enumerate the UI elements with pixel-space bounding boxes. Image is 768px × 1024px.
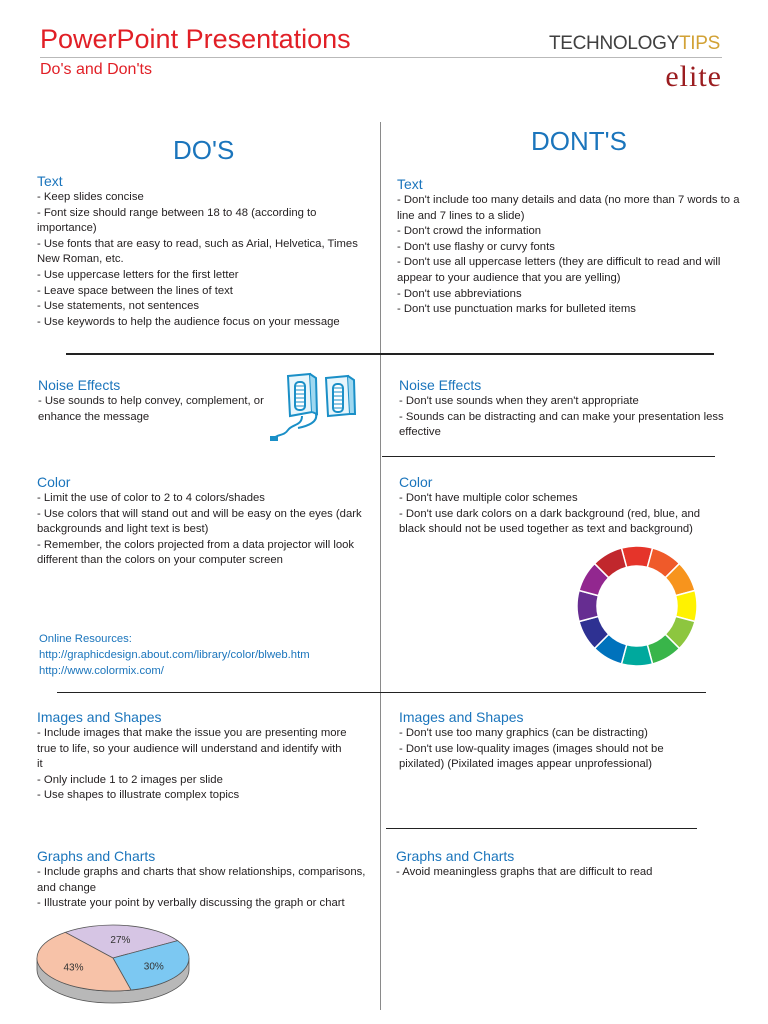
dos-images-heading: Images and Shapes — [37, 709, 162, 725]
list-item: - Don't use low-quality images (images should not be pixilated) (Pixilated images appear unprofessional) — [399, 742, 664, 771]
list-item: - Don't use flashy or curvy fonts — [397, 240, 555, 253]
section-divider-4 — [386, 828, 697, 829]
list-item: - Use fonts that are easy to read, such as Arial, Helvetica, Times New Roman, etc. — [37, 237, 358, 266]
color-wheel-icon — [574, 543, 700, 669]
donts-color-list — [399, 491, 719, 538]
list-item: - Font size should range between 18 to 48 (according to importance) — [37, 206, 317, 235]
donts-text-heading: Text — [397, 176, 423, 192]
page-subtitle: Do's and Don'ts — [40, 61, 152, 78]
section-divider-2 — [382, 456, 715, 457]
donts-images-list — [399, 726, 699, 773]
list-item: - Don't use abbreviations — [397, 287, 522, 300]
elite-logo: elite — [665, 60, 722, 93]
donts-noise-heading: Noise Effects — [399, 377, 482, 393]
list-item: - Don't use too many graphics (can be distracting) — [399, 727, 648, 739]
dos-graphs-list — [37, 865, 379, 912]
section-divider-1 — [66, 353, 714, 355]
list-item: - Use statements, not sentences — [37, 300, 200, 313]
dos-color-list — [37, 491, 373, 569]
speaker-left — [288, 374, 317, 416]
dos-text-heading: Text — [37, 173, 63, 189]
list-item: - Don't have multiple color schemes — [399, 492, 578, 504]
donts-title: DONT'S — [531, 126, 627, 156]
pie-slice-label: 27% — [110, 935, 131, 947]
donts-text-list — [397, 193, 742, 318]
list-item: - Include images that make the issue you are presenting more true to life, so your audience will understand and identify with it — [37, 727, 347, 771]
brand-name — [549, 33, 720, 55]
donts-images-heading: Images and Shapes — [399, 709, 524, 725]
dos-color-heading: Color — [37, 474, 71, 490]
list-item: - Use colors that will stand out and will be easy on the eyes (dark backgrounds and light text is best) — [37, 507, 362, 536]
page-title: PowerPoint Presentations — [40, 24, 351, 54]
resource-link-1[interactable]: http://graphicdesign.about.com/library/color/blweb.htm — [39, 649, 310, 661]
brand-part-tips: TIPS — [678, 33, 720, 54]
donts-graphs-heading: Graphs and Charts — [396, 848, 515, 864]
list-item: - Illustrate your point by verbally discussing the graph or chart — [37, 897, 345, 910]
list-item: - Keep slides concise — [37, 191, 144, 203]
donts-color-heading: Color — [399, 474, 433, 490]
dos-noise-heading: Noise Effects — [38, 377, 121, 393]
list-item: - Only include 1 to 2 images per slide — [37, 773, 223, 786]
header-rule — [40, 57, 722, 58]
list-item: - Don't use dark colors on a dark background (red, blue, and black should not be used together as text and background) — [399, 507, 701, 536]
list-item: - Use uppercase letters for the first letter — [37, 268, 239, 281]
list-item: - Don't include too many details and data (no more than 7 words to a line and 7 lines to a slide) — [397, 194, 740, 222]
list-item: - Don't use sounds when they aren't appropriate — [399, 395, 639, 407]
dos-title: DO'S — [173, 135, 235, 165]
speakers-icon — [268, 372, 364, 444]
list-item: - Sounds can be distracting and can make your presentation less effective — [399, 410, 724, 439]
list-item: - Include graphs and charts that show relationships, comparisons, and change — [37, 866, 366, 894]
donts-noise-list — [399, 394, 729, 441]
pie-chart-icon — [34, 920, 196, 1008]
speaker-right — [326, 376, 355, 416]
pie-slice-label: 30% — [143, 961, 164, 973]
dos-text-list — [37, 190, 373, 330]
resource-link-2[interactable]: http://www.colormix.com/ — [39, 665, 164, 677]
list-item: - Use shapes to illustrate complex topics — [37, 789, 240, 802]
list-item: - Use keywords to help the audience focus on your message — [37, 315, 340, 328]
dos-graphs-heading: Graphs and Charts — [37, 848, 156, 864]
dos-images-list — [37, 726, 347, 804]
list-item: - Remember, the colors projected from a data projector will look different than the colors on your computer screen — [37, 538, 355, 567]
list-item: - Don't use punctuation marks for bulleted items — [397, 303, 636, 316]
section-divider-3 — [57, 692, 706, 693]
donts-graphs-list — [396, 865, 716, 881]
pie-slice-label: 43% — [63, 962, 84, 974]
list-item: - Don't use all uppercase letters (they are difficult to read and will appear to your audience that you are yelling) — [397, 256, 721, 284]
online-resources-heading: Online Resources: — [39, 633, 132, 645]
column-divider — [380, 122, 381, 1010]
list-item: - Use sounds to help convey, complement, or enhance the message — [38, 395, 264, 423]
brand-part-technology: TECHNOLOGY — [548, 33, 679, 54]
list-item: - Don't crowd the information — [397, 225, 542, 238]
list-item: - Avoid meaningless graphs that are difficult to read — [396, 866, 653, 878]
dos-noise-list — [38, 394, 278, 425]
list-item: - Leave space between the lines of text — [37, 284, 233, 297]
list-item: - Limit the use of color to 2 to 4 colors/shades — [37, 492, 265, 504]
